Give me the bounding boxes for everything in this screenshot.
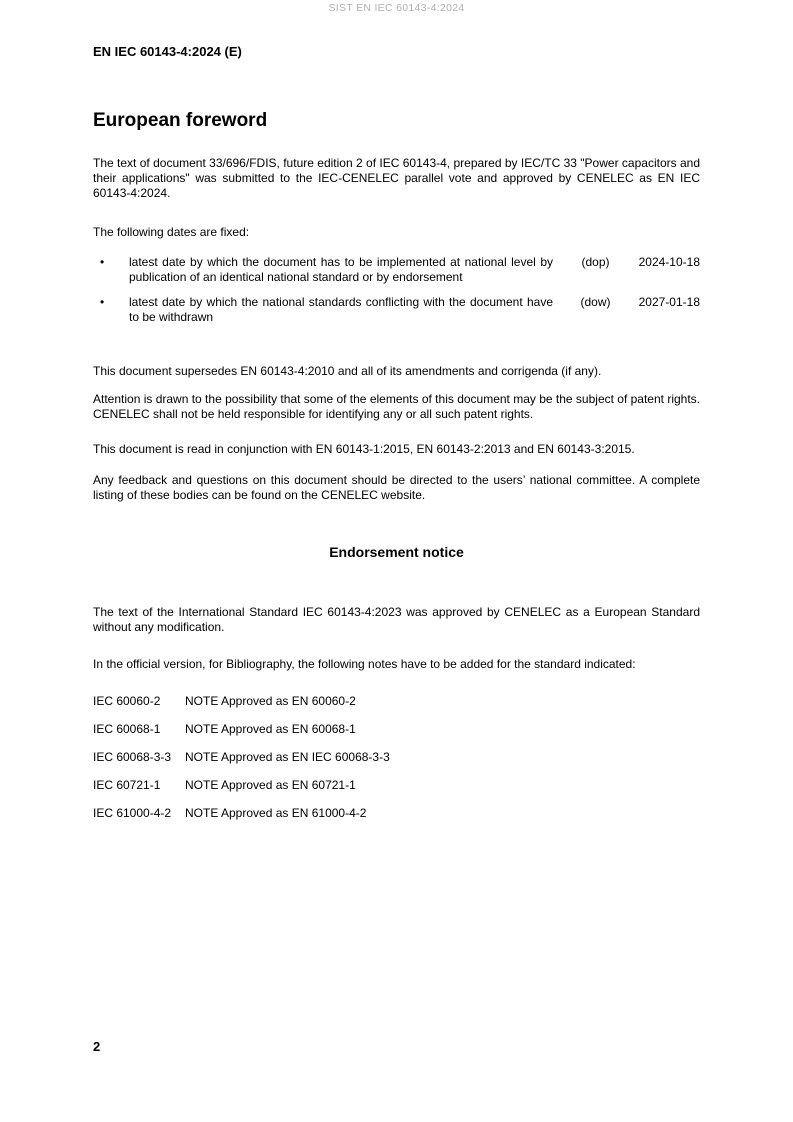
- date-item-text: latest date by which the national standards conflicting with the document have to be withdrawn: [129, 295, 553, 324]
- running-header: SIST EN IEC 60143-4:2024: [328, 2, 465, 14]
- paragraph-endorsement-official: In the official version, for Bibliography, the following notes have to be added for the standard indicated:: [93, 657, 636, 671]
- endorsement-title: Endorsement notice: [329, 544, 464, 560]
- date-item-text: latest date by which the document has to be implemented at national level by publication of an identical national standard or by endorsement: [129, 255, 553, 284]
- note-row: [93, 806, 700, 821]
- paragraph-supersedes: This document supersedes EN 60143-4:2010 and all of its amendments and corrigenda (if any).: [93, 364, 602, 378]
- note-row: [93, 722, 700, 737]
- foreword-paragraph-main: The text of document 33/696/FDIS, future edition 2 of IEC 60143-4, prepared by IEC/TC 33 "Power capacitors and their applications" was submitted to the IEC-CENELEC parallel vote and approved by CENELEC as EN IEC 60143-4:2024.: [93, 156, 700, 200]
- dates-intro: The following dates are fixed:: [93, 225, 250, 239]
- foreword-title: European foreword: [93, 110, 268, 131]
- bullet-icon: •: [100, 295, 105, 309]
- note-text: NOTE Approved as EN 60060-2: [185, 694, 356, 708]
- paragraph-conjunction: This document is read in conjunction with EN 60143-1:2015, EN 60143-2:2013 and EN 60143-3:2015.: [93, 442, 635, 456]
- date-item-date: 2027-01-18: [638, 295, 700, 309]
- page-number: 2: [93, 1039, 101, 1054]
- note-text: NOTE Approved as EN 60068-1: [185, 722, 356, 736]
- note-row: [93, 750, 700, 765]
- date-item-label: (dow): [580, 295, 611, 309]
- date-item-dop: [93, 255, 700, 285]
- paragraph-endorsement-approval: The text of the International Standard IEC 60143-4:2023 was approved by CENELEC as a European Standard without any modification.: [93, 605, 700, 634]
- bibliography-notes-list: [93, 694, 700, 834]
- note-ref: IEC 60721-1: [93, 778, 161, 792]
- date-item-label: (dop): [581, 255, 610, 269]
- note-text: NOTE Approved as EN IEC 60068-3-3: [185, 750, 390, 764]
- note-ref: IEC 61000-4-2: [93, 806, 172, 820]
- document-reference: EN IEC 60143-4:2024 (E): [93, 44, 242, 59]
- note-ref: IEC 60068-3-3: [93, 750, 172, 764]
- paragraph-feedback: Any feedback and questions on this document should be directed to the users’ national committee. A complete listing of these bodies can be found on the CENELEC website.: [93, 473, 700, 502]
- note-row: [93, 778, 700, 793]
- date-item-date: 2024-10-18: [638, 255, 700, 269]
- note-ref: IEC 60068-1: [93, 722, 161, 736]
- note-text: NOTE Approved as EN 60721-1: [185, 778, 356, 792]
- note-row: [93, 694, 700, 709]
- note-ref: IEC 60060-2: [93, 694, 161, 708]
- paragraph-patent: Attention is drawn to the possibility that some of the elements of this document may be the subject of patent rights. CENELEC shall not be held responsible for identifying any or all such patent rights.: [93, 392, 700, 421]
- date-item-dow: [93, 295, 700, 325]
- bullet-icon: •: [100, 255, 105, 269]
- note-text: NOTE Approved as EN 61000-4-2: [185, 806, 367, 820]
